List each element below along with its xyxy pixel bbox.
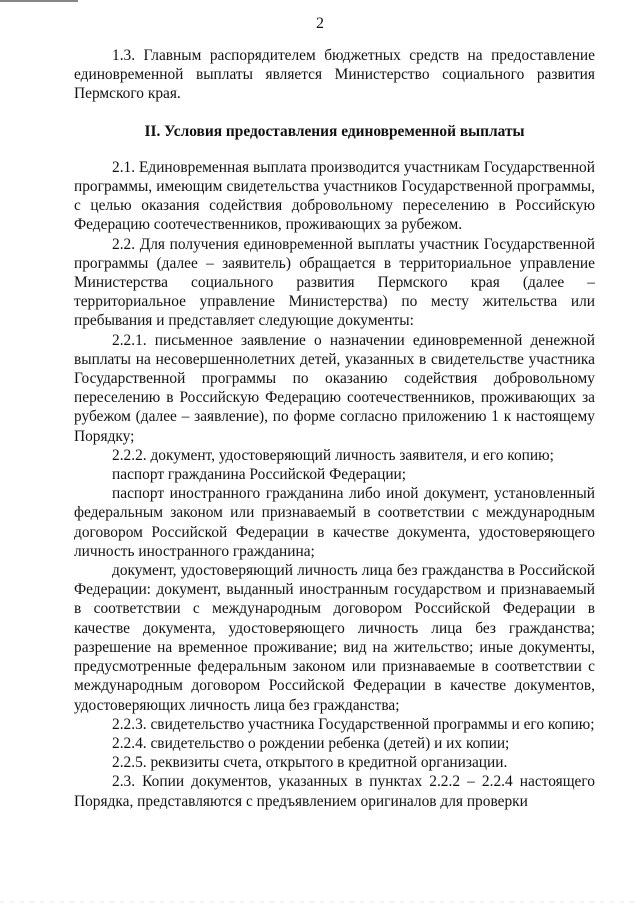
paragraph-2-2: 2.2. Для получения единовременной выплаты участник Государственной программы (далее – заявитель) обращается в территориальное управление Министерства социального развития Пермского края (далее – территориальное управление Министерства) по месту жительства или пребывания и представляет следующие документы: (74, 235, 595, 330)
paragraph-russian-passport: паспорт гражданина Российской Федерации; (112, 466, 407, 484)
paragraph-stateless-document: документ, удостоверяющий личность лица без гражданства в Российской Федерации: документ, выданный иностранным государством и признаваемый в соответствии с международным договором Российской Федерации в качестве документа, удостоверяющего личность лица без гражданства; разрешение на временное проживание; вид на жительство; иные документы, предусмотренные федеральным законом или признаваемые в соответствии с международным договором Российской Федерации в качестве документов, удостоверяющих личность лица без гражданства; (74, 562, 595, 714)
paragraph-2-2-4: 2.2.4. свидетельство о рождении ребенка (детей) и их копии; (112, 734, 510, 752)
paragraph-2-1: 2.1. Единовременная выплата производится участникам Государственной программы, имеющим свидетельства участников Государственной программы, с целью оказания содействия добровольному переселению в Российскую Федерацию соотечественников, проживающих за рубежом. (74, 158, 595, 234)
scan-bottom-edge (0, 901, 640, 905)
paragraph-2-3: 2.3. Копии документов, указанных в пунктах 2.2.2 – 2.2.4 настоящего Порядка, представляются с предъявлением оригиналов для проверки (74, 773, 595, 810)
paragraph-2-2-3: 2.2.3. свидетельство участника Государственной программы и его копию; (112, 715, 595, 733)
paragraph-2-2-2: 2.2.2. документ, удостоверяющий личность заявителя, и его копию; (112, 446, 554, 464)
paragraph-foreign-passport: паспорт иностранного гражданина либо иной документ, установленный федеральным законом или признаваемый в соответствии с международным договором Российской Федерации в качестве документа, удостоверяющего личность иностранного гражданина; (74, 485, 595, 560)
section-heading: II. Условия предоставления единовременной выплаты (144, 122, 525, 140)
paragraph-1-3: 1.3. Главным распорядителем бюджетных средств на предоставление единовременной выплаты является Министерство социального развития Пермского края. (74, 47, 595, 103)
paragraph-2-2-1: 2.2.1. письменное заявление о назначении единовременной денежной выплаты на несовершеннолетних детей, указанных в свидетельстве участника Государственной программы по оказанию содействия добровольному переселению в Российскую Федерацию соотечественников, проживающих за рубежом (далее – заявление), по форме согласно приложению 1 к настоящему Порядку; (74, 331, 595, 445)
paragraph-2-2-5: 2.2.5. реквизиты счета, открытого в кредитной организации. (112, 754, 508, 772)
document-body (74, 46, 595, 811)
top-left-rule (0, 0, 78, 2)
page-number: 2 (316, 15, 324, 32)
